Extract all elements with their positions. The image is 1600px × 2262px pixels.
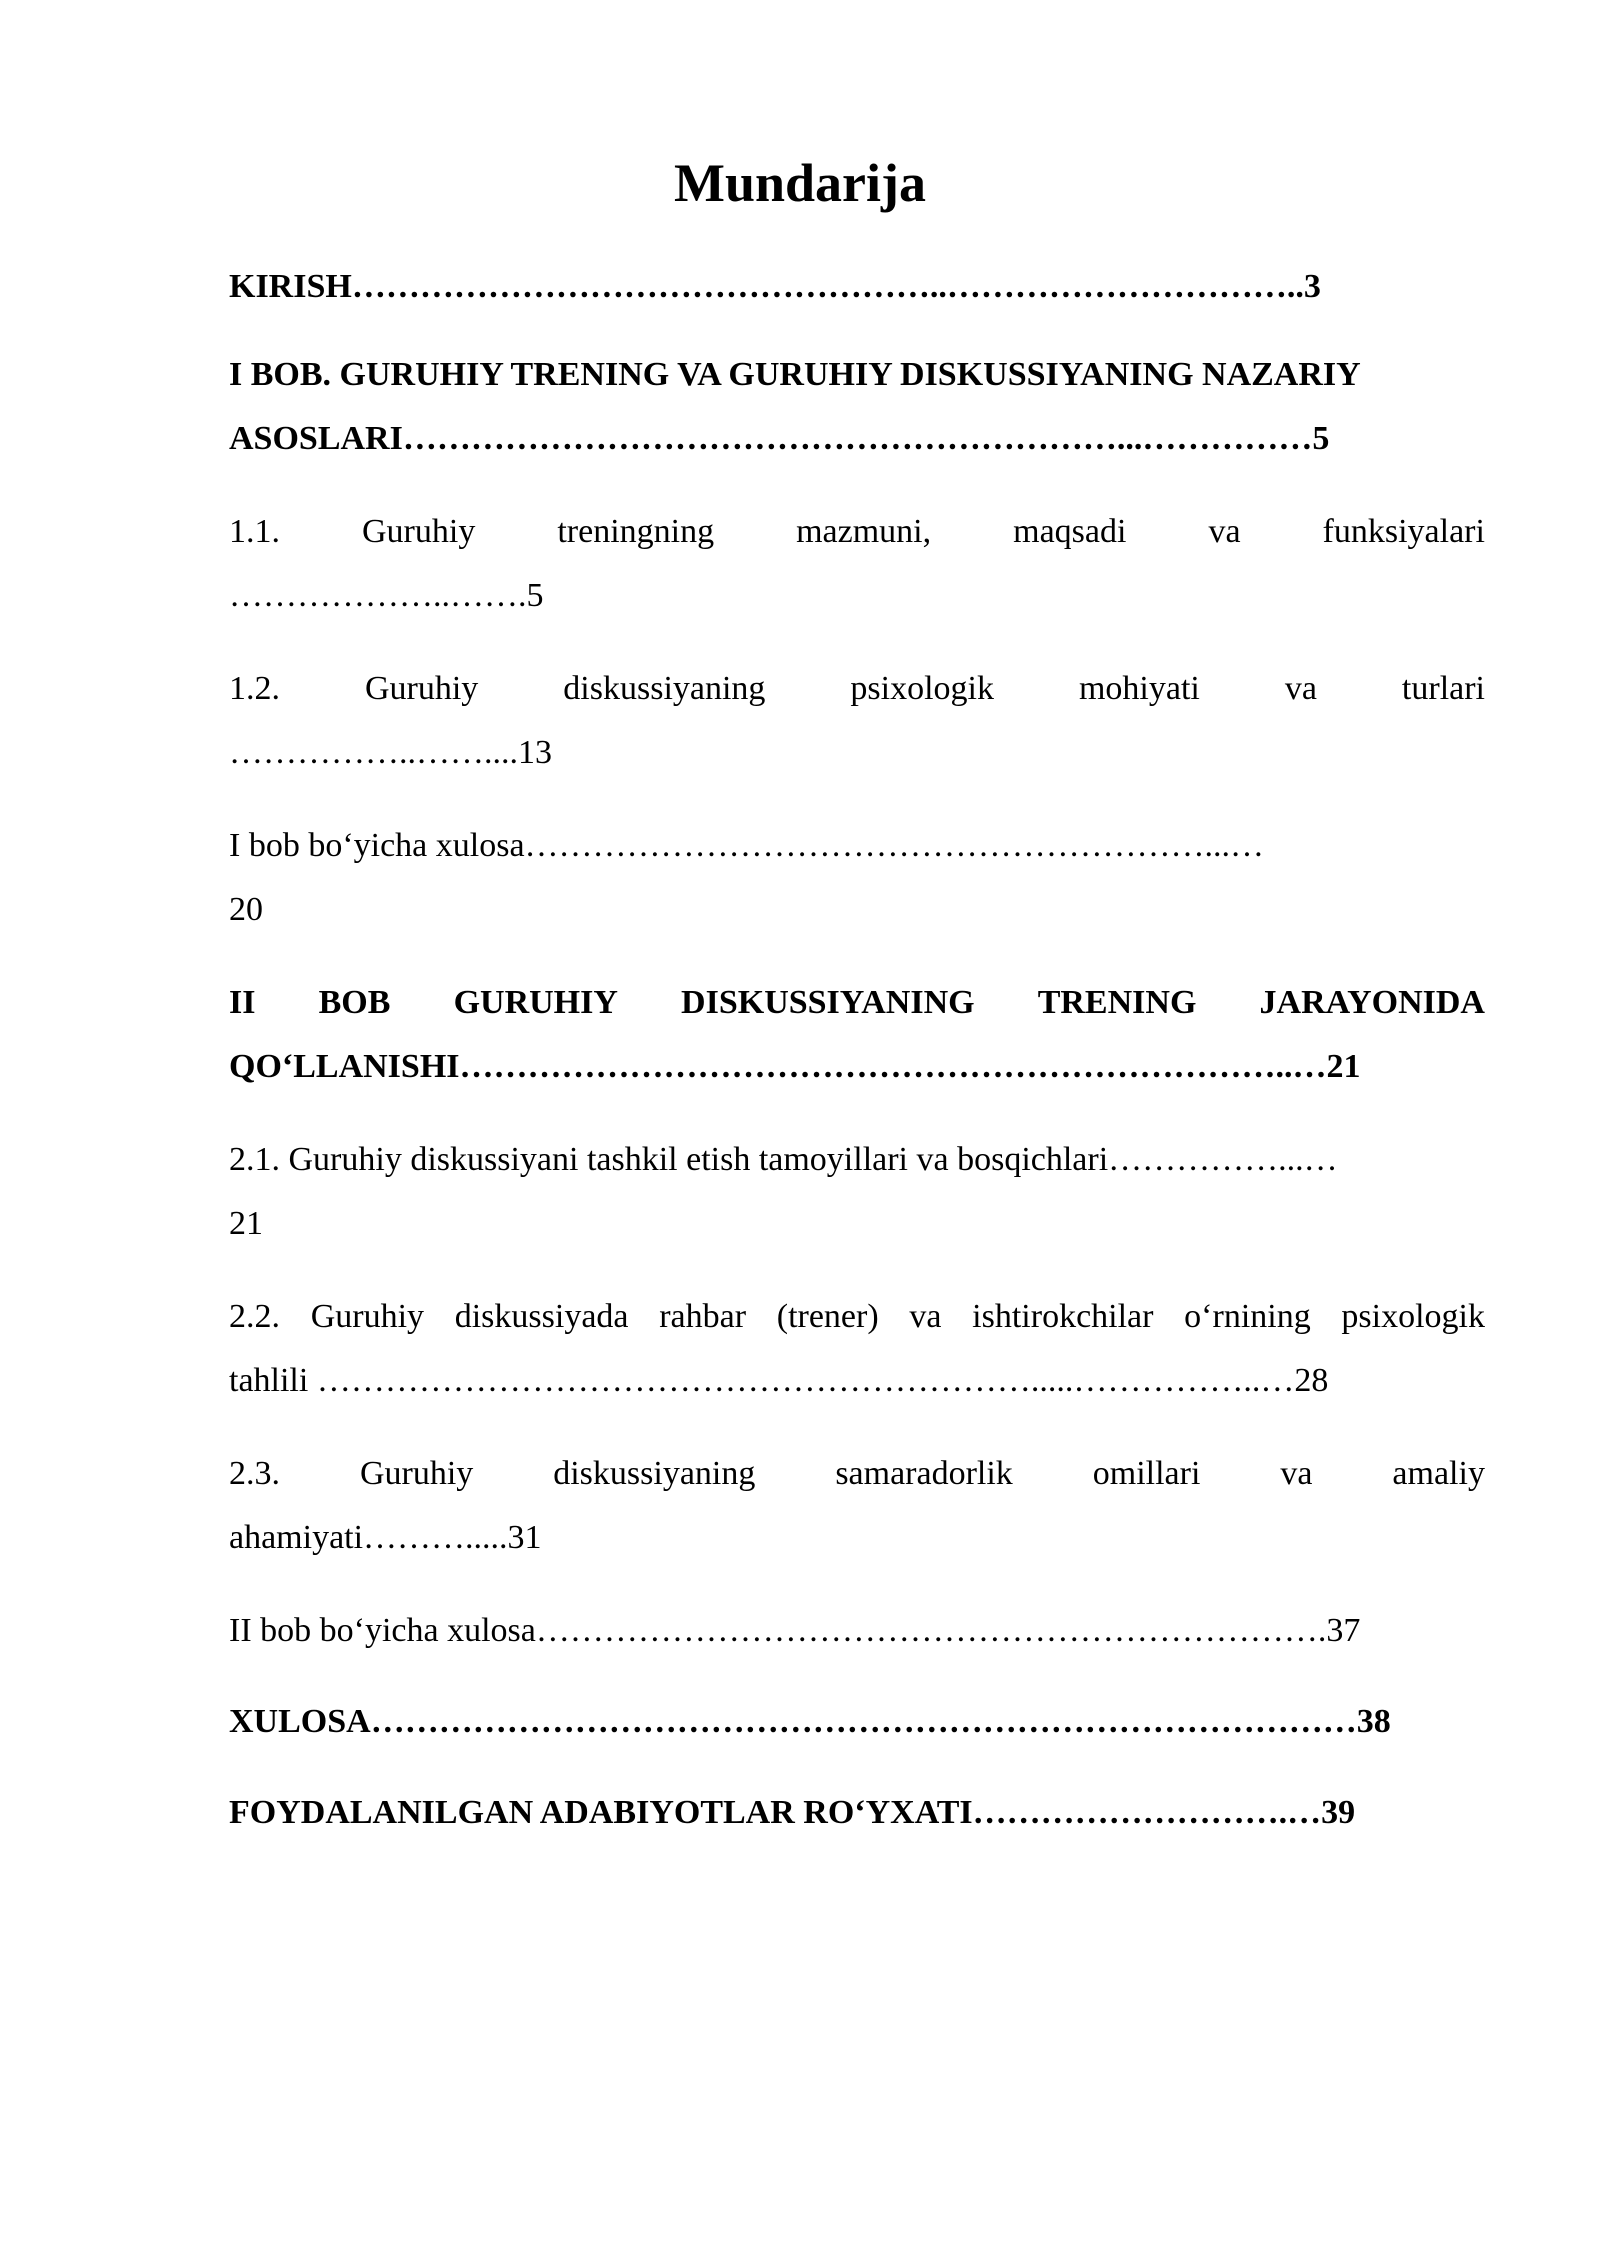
toc-entry-bob2-xulosa[interactable]: [229, 1599, 1485, 1663]
toc-word: turlari: [1401, 670, 1485, 707]
toc-word: 2.2.: [229, 1298, 280, 1335]
toc-word: diskussiyaning: [563, 670, 766, 707]
toc-word: o‘rnining: [1184, 1298, 1311, 1335]
toc-entry-line: [229, 1285, 1485, 1349]
toc-word: va: [1280, 1455, 1313, 1492]
toc-word: (trener): [776, 1298, 879, 1335]
toc-entry-2-3[interactable]: [229, 1442, 1485, 1570]
toc-word: 1.1.: [229, 513, 280, 550]
toc-word: mohiyati: [1078, 670, 1200, 707]
toc-word: samaradorlik: [835, 1455, 1013, 1492]
toc-word: psixologik: [850, 670, 994, 707]
toc-entry-line: FOYDALANILGAN ADABIYOTLAR RO‘YXATI……………………….…39: [229, 1794, 1356, 1831]
toc-entry-bob2[interactable]: [229, 971, 1485, 1099]
toc-word: mazmuni,: [796, 513, 932, 550]
toc-word: ishtirokchilar: [972, 1298, 1154, 1335]
toc-entry-kirish[interactable]: [229, 255, 1485, 319]
toc-word: rahbar: [659, 1298, 747, 1335]
toc-word: va: [1208, 513, 1241, 550]
toc-entry-line: tahlili ……………………………………………………….....……………..…28: [229, 1362, 1329, 1399]
toc-entry-line: 21: [229, 1205, 263, 1242]
toc-entry-bob1-xulosa[interactable]: [229, 814, 1485, 942]
toc-entry-line: [229, 657, 1485, 721]
toc-word: treningning: [557, 513, 715, 550]
toc-word: GURUHIY: [453, 984, 618, 1021]
toc-entry-line: 20: [229, 891, 263, 928]
toc-entry-line: XULOSA……………………………………………………………………………38: [229, 1703, 1391, 1740]
toc-word: va: [1284, 670, 1317, 707]
toc-word: amaliy: [1392, 1455, 1485, 1492]
toc-word: maqsadi: [1013, 513, 1127, 550]
toc-entry-line: ASOSLARI………………………………………………………...……………5: [229, 420, 1330, 457]
toc-word: Guruhiy: [359, 1455, 474, 1492]
toc-word: Guruhiy: [310, 1298, 425, 1335]
toc-entry-xulosa[interactable]: [229, 1690, 1485, 1754]
toc-word: diskussiyada: [454, 1298, 629, 1335]
toc-word: diskussiyaning: [553, 1455, 756, 1492]
toc-entry-2-1[interactable]: [229, 1128, 1485, 1256]
toc-word: 1.2.: [229, 670, 280, 707]
toc-entry-line: QO‘LLANISHI………………………………………………………………..…21: [229, 1048, 1361, 1085]
toc-entry-line: ……………..……....13: [229, 734, 552, 771]
toc-entry-line: ………………..…….5: [229, 577, 544, 614]
toc-entry-line: [229, 971, 1485, 1035]
toc-entry-1-1[interactable]: [229, 500, 1485, 628]
toc-entry-bob1[interactable]: [229, 343, 1485, 471]
toc-entry-line: I BOB. GURUHIY TRENING VA GURUHIY DISKUSSIYANING NAZARIY: [229, 356, 1361, 393]
toc-word: Guruhiy: [364, 670, 479, 707]
toc-entry-line: [229, 1442, 1485, 1506]
toc-word: omillari: [1092, 1455, 1201, 1492]
toc-word: DISKUSSIYANING: [681, 984, 975, 1021]
toc-entry-2-2[interactable]: [229, 1285, 1485, 1413]
toc-word: BOB: [318, 984, 391, 1021]
toc-word: 2.3.: [229, 1455, 280, 1492]
toc-entry-1-2[interactable]: [229, 657, 1485, 785]
toc-word: II: [229, 984, 256, 1021]
toc-entry-line: 2.1. Guruhiy diskussiyani tashkil etish tamoyillari va bosqichlari……………...…: [229, 1141, 1338, 1178]
toc-entry-adabiyotlar[interactable]: [229, 1781, 1485, 1845]
toc-word: Guruhiy: [362, 513, 476, 550]
toc-entry-line: I bob bo‘yicha xulosa……………………………………………………...…: [229, 827, 1265, 864]
toc-entry-line: II bob bo‘yicha xulosa…………………………………………………………….37: [229, 1612, 1361, 1649]
page-title: Mundarija: [673, 153, 927, 213]
toc-word: psixologik: [1341, 1298, 1485, 1335]
toc-entry-line: [229, 500, 1485, 564]
toc-entry-line: KIRISH……………………………………………..…………………………..3: [229, 268, 1321, 305]
toc-word: TRENING: [1037, 984, 1197, 1021]
toc-word: funksiyalari: [1322, 513, 1485, 550]
toc-word: JARAYONIDA: [1259, 984, 1485, 1021]
toc-word: va: [909, 1298, 942, 1335]
toc-entry-line: ahamiyati……….....31: [229, 1519, 542, 1556]
